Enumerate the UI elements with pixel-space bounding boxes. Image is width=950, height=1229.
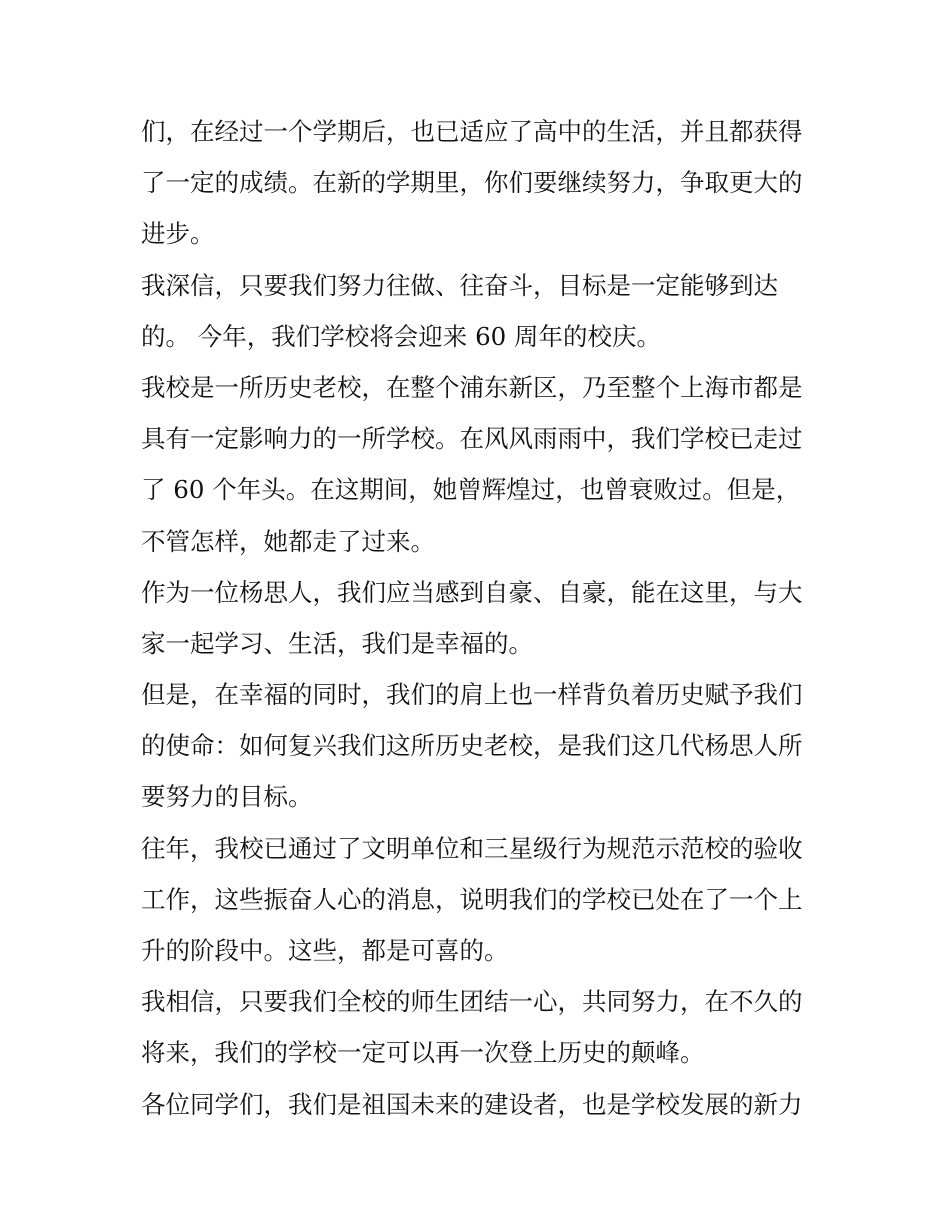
text-line: 工作，这些振奋人心的消息，说明我们的学校已处在了一个上: [141, 884, 803, 914]
document-body: [141, 106, 821, 1130]
text-line: 往年，我校已通过了文明单位和三星级行为规范示范校的验收: [141, 833, 803, 863]
text-line: 进步。: [141, 219, 215, 249]
text-line: 的。 今年，我们学校将会迎来 60 周年的校庆。: [141, 321, 662, 351]
text-line: 各位同学们，我们是祖国未来的建设者，也是学校发展的新力: [141, 1089, 803, 1119]
text-line: 我相信，只要我们全校的师生团结一心，共同努力，在不久的: [141, 987, 803, 1017]
text-line: 我深信，只要我们努力往做、往奋斗，目标是一定能够到达: [141, 270, 778, 300]
text-line: 了一定的成绩。在新的学期里，你们要继续努力，争取更大的: [141, 168, 803, 198]
text-line: 要努力的目标。: [141, 782, 313, 812]
text-line: 的使命：如何复兴我们这所历史老校，是我们这几代杨思人所: [141, 731, 803, 761]
text-line: 将来，我们的学校一定可以再一次登上历史的颠峰。: [141, 1038, 705, 1068]
text-line: 了 60 个年头。在这期间，她曾辉煌过，也曾衰败过。但是，: [141, 475, 801, 505]
text-line: 不管怎样，她都走了过来。: [141, 526, 435, 556]
text-line: 作为一位杨思人，我们应当感到自豪、自豪，能在这里，与大: [141, 577, 803, 607]
text-line: 具有一定影响力的一所学校。在风风雨雨中，我们学校已走过: [141, 424, 803, 454]
text-line: 们，在经过一个学期后，也已适应了高中的生活，并且都获得: [141, 117, 803, 146]
text-line: 家一起学习、生活，我们是幸福的。: [141, 628, 533, 658]
text-line: 我校是一所历史老校，在整个浦东新区，乃至整个上海市都是: [141, 372, 803, 402]
text-line: 升的阶段中。这些，都是可喜的。: [141, 936, 509, 965]
text-line: 但是，在幸福的同时，我们的肩上也一样背负着历史赋予我们: [141, 680, 803, 710]
